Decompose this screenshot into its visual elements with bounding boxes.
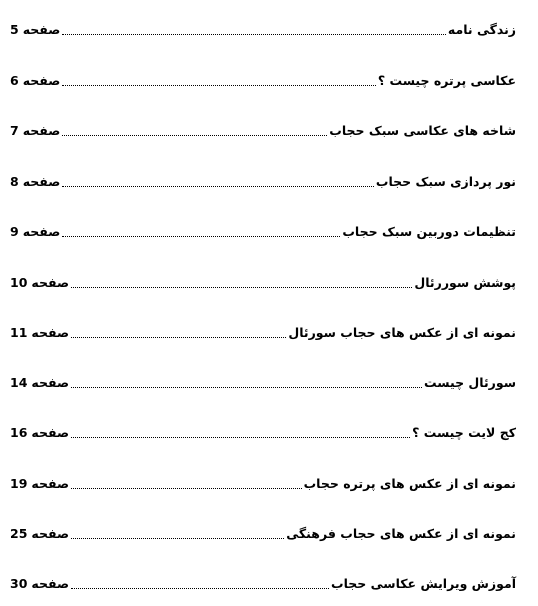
entry-title: شاخه های عکاسی سبک حجاب: [329, 123, 516, 138]
page-reference: [10, 22, 60, 38]
toc-entry: [10, 369, 516, 391]
dot-leader: [62, 135, 327, 136]
page-number: 10: [10, 275, 28, 290]
page-reference: [10, 275, 69, 291]
page-number: 25: [10, 526, 28, 541]
page-number: 9: [10, 224, 19, 239]
page-word: صفحه: [31, 425, 70, 440]
page-number: 30: [10, 576, 28, 591]
toc-entry: [10, 117, 516, 139]
page-word: صفحه: [31, 375, 70, 390]
entry-title: نمونه ای از عکس های حجاب سورئال: [288, 325, 516, 340]
dot-leader: [71, 287, 412, 288]
page-reference: [10, 425, 69, 441]
page-word: صفحه: [31, 275, 70, 290]
dot-leader: [71, 387, 422, 388]
toc-entry: [10, 319, 516, 341]
dot-leader: [71, 337, 286, 338]
toc-entry: [10, 67, 516, 89]
page-number: 7: [10, 123, 19, 138]
page-number: 6: [10, 73, 19, 88]
toc-entry: [10, 419, 516, 441]
page-word: صفحه: [22, 22, 61, 37]
page-reference: [10, 526, 69, 542]
toc-entry: [10, 218, 516, 240]
page-number: 8: [10, 174, 19, 189]
toc-entry: [10, 570, 516, 592]
page-reference: [10, 476, 69, 492]
dot-leader: [62, 34, 446, 35]
page-reference: [10, 576, 69, 592]
page-word: صفحه: [31, 526, 70, 541]
dot-leader: [62, 236, 340, 237]
page-reference: [10, 375, 69, 391]
page-word: صفحه: [31, 325, 70, 340]
page-number: 11: [10, 325, 28, 340]
page-reference: [10, 73, 60, 89]
entry-title: پوشش سوررئال: [414, 275, 516, 290]
dot-leader: [71, 488, 302, 489]
page-number: 14: [10, 375, 28, 390]
page-word: صفحه: [22, 73, 61, 88]
page-word: صفحه: [31, 576, 70, 591]
entry-title: سورئال چیست: [424, 375, 516, 390]
dot-leader: [71, 588, 329, 589]
page-reference: [10, 123, 60, 139]
toc-entry: [10, 470, 516, 492]
entry-title: نمونه ای از عکس های پرتره حجاب: [303, 476, 516, 491]
entry-title: زندگی نامه: [447, 22, 516, 37]
dot-leader: [62, 186, 374, 187]
dot-leader: [71, 538, 284, 539]
page-number: 19: [10, 476, 28, 491]
page-word: صفحه: [22, 174, 61, 189]
page-word: صفحه: [22, 123, 61, 138]
entry-title: عکاسی پرتره چیست ؟: [377, 73, 516, 88]
entry-title: نمونه ای از عکس های حجاب فرهنگی: [286, 526, 516, 541]
page-reference: [10, 325, 69, 341]
page-number: 16: [10, 425, 28, 440]
page-reference: [10, 224, 60, 240]
entry-title: آموزش ویرایش عکاسی حجاب: [331, 576, 516, 591]
entry-title: نور پردازی سبک حجاب: [375, 174, 516, 189]
page-word: صفحه: [31, 476, 70, 491]
page-reference: [10, 174, 60, 190]
page-number: 5: [10, 22, 19, 37]
toc-entry: [10, 16, 516, 38]
toc-entry: [10, 269, 516, 291]
toc-entry: [10, 520, 516, 542]
dot-leader: [62, 85, 375, 86]
entry-title: کج لایت چیست ؟: [412, 425, 516, 440]
dot-leader: [71, 437, 410, 438]
entry-title: تنظیمات دوربین سبک حجاب: [342, 224, 516, 239]
toc-entry: [10, 168, 516, 190]
page-word: صفحه: [22, 224, 61, 239]
